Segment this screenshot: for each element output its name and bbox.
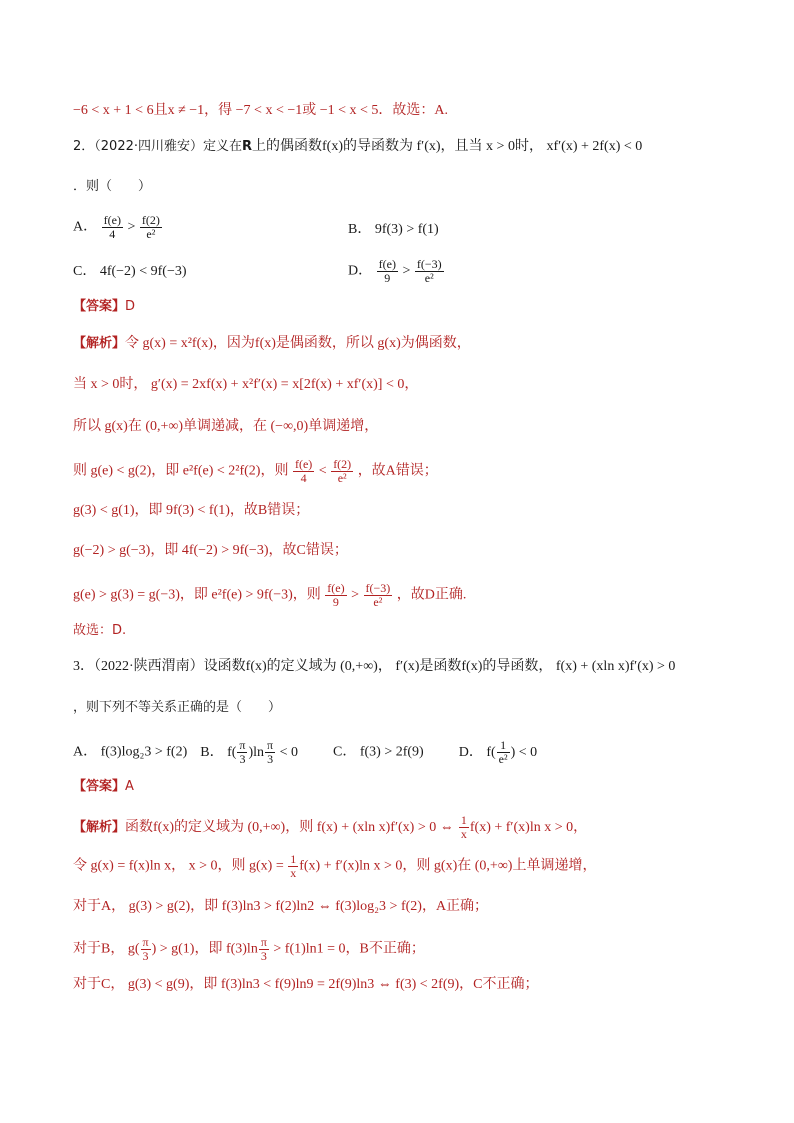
- analysis-text: > f(1)ln1 = 0，B不正确；: [269, 941, 425, 957]
- analysis-text: ) > g(1)，即 f(3)ln: [151, 941, 258, 957]
- fraction: [140, 214, 162, 241]
- analysis-text: 对于B， g(: [73, 941, 140, 957]
- answer-value: D: [125, 299, 136, 314]
- fraction: [237, 739, 247, 766]
- numerator: 1: [460, 813, 467, 827]
- fraction: [102, 214, 123, 241]
- denominator: 3: [260, 949, 267, 963]
- analysis-text: ，故A错误；: [357, 463, 438, 479]
- fraction: [265, 739, 275, 766]
- option-text: D． f(: [458, 744, 496, 760]
- denominator: e²: [498, 752, 508, 766]
- option-text: < 0: [276, 744, 299, 760]
- q2-analysis-line-8: 故选：D.: [73, 623, 127, 638]
- operator: >: [351, 587, 359, 603]
- fraction: [325, 582, 346, 609]
- denominator: 3: [239, 752, 246, 766]
- q3-analysis-line-3: 对于A， g(3) > g(2)，即 f(3)ln3 > f(2)ln2 ⇔ f(3)log₂3 > f(2)，A正确；: [73, 899, 489, 914]
- fraction: [141, 936, 151, 963]
- analysis-text: 则 g(e) < g(2)，即 e²f(e) < 2²f(2)，则: [73, 463, 289, 479]
- numerator: f(e): [378, 257, 396, 271]
- q3-option-b: [200, 738, 301, 766]
- q3-option-d: [458, 738, 538, 766]
- numerator: f(e): [103, 213, 121, 227]
- operator: <: [318, 463, 327, 479]
- q2-analysis-line-2: 当 x > 0时， g′(x) = 2xf(x) + x²f′(x) = x[2f(x) + xf′(x)] < 0，: [73, 377, 419, 392]
- denominator: e²: [146, 227, 156, 241]
- q2-analysis-line-5: g(3) < g(1)，即 9f(3) < f(1)，故B错误；: [73, 503, 310, 518]
- analysis-text: 函数f(x)的定义域为 (0,+∞)，则 f(x) + (xln x)f′(x) > 0 ⇔: [125, 820, 454, 835]
- q3-analysis-line-4: [73, 936, 425, 963]
- denominator: x: [460, 827, 467, 841]
- q2-stem: [73, 137, 642, 157]
- answer-tag: 【答案】: [73, 779, 126, 794]
- q3-stem: 3．（2022·陕西渭南）设函数f(x)的定义域为 (0,+∞)， f′(x)是函数f(x)的导函数， f(x) + (xln x)f′(x) > 0: [73, 659, 676, 674]
- q3-analysis-line-1: [73, 814, 587, 841]
- q2-option-d: [348, 258, 445, 285]
- denominator: 3: [142, 949, 149, 963]
- fraction: [288, 853, 298, 880]
- analysis-tag: 【解析】: [73, 336, 126, 351]
- q2-analysis-line-4: [73, 458, 438, 485]
- numerator: f(−3): [365, 581, 391, 595]
- numerator: π: [260, 935, 267, 949]
- q2-option-a: [73, 214, 163, 241]
- denominator: 4: [300, 471, 307, 485]
- numerator: π: [267, 738, 274, 752]
- option-text: )ln: [248, 744, 265, 760]
- q3-stem-tail: ，则下列不等关系正确的是（ ）: [73, 700, 282, 715]
- q2-option-b: B． 9f(3) > f(1): [348, 222, 439, 237]
- option-label: D．: [348, 263, 373, 279]
- denominator: e²: [373, 595, 383, 609]
- fraction: [459, 814, 469, 841]
- fraction: [415, 258, 444, 285]
- numerator: π: [239, 738, 246, 752]
- q3-options: [73, 739, 537, 766]
- q3-analysis-line-5: 对于C， g(3) < g(9)，即 f(3)ln3 < f(9)ln9 = 2f(9)ln3 ⇔ f(3) < 2f(9)，C不正确；: [73, 977, 539, 992]
- numerator: 1: [290, 852, 297, 866]
- numerator: f(e): [327, 581, 345, 595]
- fraction: [293, 458, 314, 485]
- analysis-text: ，故D正确.: [396, 587, 467, 603]
- denominator: e²: [424, 271, 434, 285]
- q3-answer: [73, 777, 134, 797]
- answer-value: A: [125, 779, 134, 794]
- q2-analysis-line-7: [73, 582, 466, 609]
- option-text: ) < 0: [510, 744, 538, 760]
- q3-option-a: A． f(3)log₂3 > f(2): [73, 744, 188, 760]
- denominator: 4: [109, 227, 116, 241]
- denominator: e²: [337, 471, 347, 485]
- analysis-text: 令 g(x) = f(x)ln x， x > 0，则 g(x) =: [73, 858, 284, 874]
- analysis-text: f(x) + f′(x)ln x > 0，则 g(x)在 (0,+∞)上单调递增，: [299, 858, 597, 874]
- analysis-text: g(e) > g(3) = g(−3)，即 e²f(e) > 9f(−3)，则: [73, 587, 321, 603]
- fraction: [331, 458, 353, 485]
- q3-option-c: C． f(3) > 2f(9): [333, 744, 424, 760]
- denominator: x: [290, 866, 297, 880]
- q2-analysis-line-3: 所以 g(x)在 (0,+∞)单调递减，在 (−∞,0)单调递增，: [73, 419, 379, 434]
- numerator: f(2): [141, 213, 160, 227]
- analysis-tag: 【解析】: [73, 820, 126, 835]
- denominator: 9: [384, 271, 391, 285]
- denominator: 9: [332, 595, 339, 609]
- option-label: A．: [73, 219, 98, 235]
- fraction: [377, 258, 398, 285]
- option-text: B． f(: [200, 744, 237, 760]
- analysis-text: f(x) + f′(x)ln x > 0，: [469, 820, 588, 835]
- numerator: f(e): [294, 457, 313, 471]
- q2-stem-tail: ．则（ ）: [73, 179, 152, 194]
- fraction: [364, 582, 393, 609]
- intro-line: −6 < x + 1 < 6且x ≠ −1，得 −7 < x < −1或 −1 < x < 5．故选：A.: [73, 103, 449, 118]
- fraction: [259, 936, 269, 963]
- operator: >: [127, 219, 136, 235]
- q2-analysis-line-6: g(−2) > g(−3)，即 4f(−2) > 9f(−3)，故C错误；: [73, 543, 348, 558]
- fraction: [497, 739, 510, 766]
- numerator: f(−3): [416, 257, 442, 271]
- q2-stem-part: 上的偶函数f(x)的导函数为 f′(x)，且当 x > 0时， xf′(x) + 2f(x) < 0: [252, 139, 643, 154]
- numerator: π: [142, 935, 149, 949]
- answer-tag: 【答案】: [73, 299, 126, 314]
- numerator: 1: [497, 739, 510, 753]
- q2-stem-R: R: [242, 139, 253, 154]
- q2-stem-part: 2．（2022·四川雅安）定义在: [73, 139, 242, 154]
- q2-option-c: C． 4f(−2) < 9f(−3): [73, 264, 187, 279]
- analysis-text: 令 g(x) = x²f(x)，因为f(x)是偶函数，所以 g(x)为偶函数，: [125, 336, 471, 351]
- operator: >: [402, 263, 411, 279]
- q3-analysis-line-2: [73, 853, 596, 880]
- denominator: 3: [267, 752, 274, 766]
- numerator: f(2): [333, 457, 352, 471]
- q2-analysis-line-1: [73, 334, 471, 354]
- q2-answer: [73, 297, 135, 317]
